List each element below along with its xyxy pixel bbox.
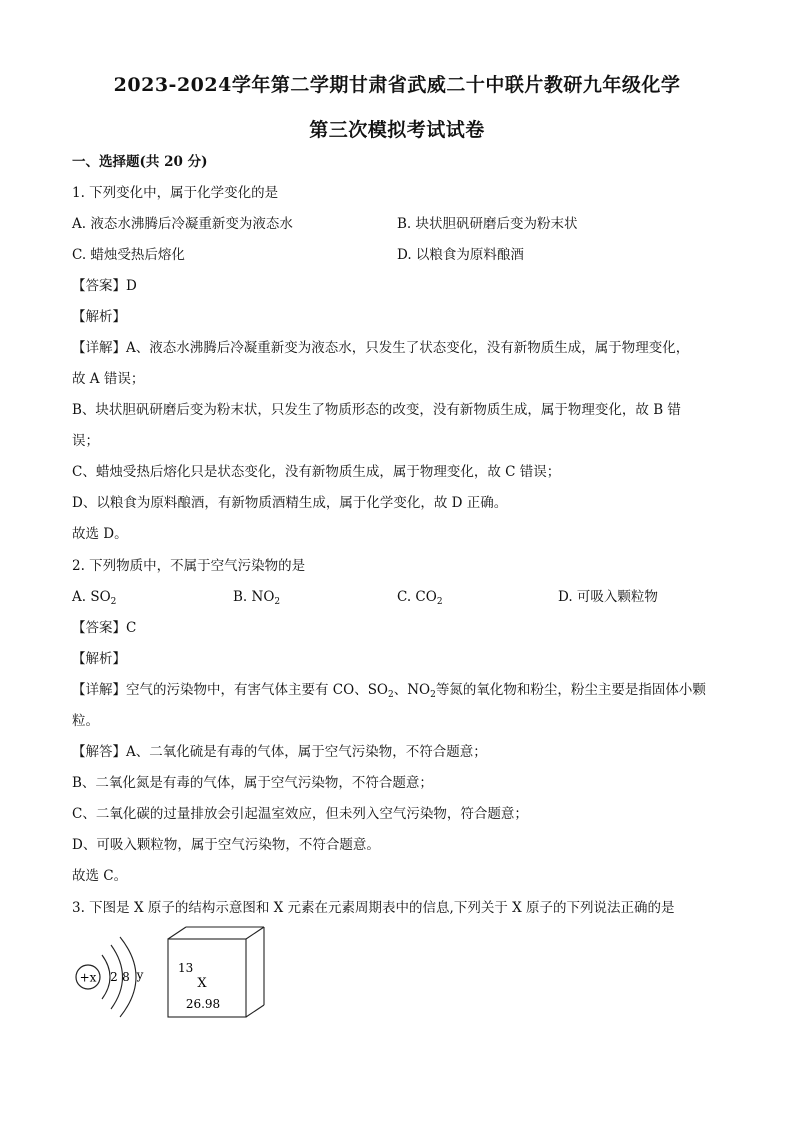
section-heading: 一、选择题(共 20 分) — [72, 154, 208, 170]
q2-solve-line: D、可吸入颗粒物，属于空气污染物，不符合题意。 — [72, 837, 380, 853]
q2-solve-line: C、二氧化碳的过量排放会引起温室效应，但未列入空气污染物，符合题意； — [72, 806, 528, 822]
q1-detail-line: 故 A 错误； — [72, 371, 145, 387]
shell-3-electrons: y — [136, 968, 144, 982]
shell-2-electrons: 8 — [122, 970, 130, 984]
page-title: 2023-2024学年第二学期甘肃省武威二十中联片教研九年级化学 — [113, 74, 681, 96]
q1-detail-line: C、蜡烛受热后熔化只是状态变化，没有新物质生成，属于物理变化，故 C 错误； — [72, 464, 561, 480]
q2-conclusion: 故选 C。 — [72, 868, 128, 884]
q3-figure — [72, 925, 292, 1035]
q1-detail-line: D、以粮食为原料酿酒，有新物质酒精生成，属于化学变化，故 D 正确。 — [72, 495, 508, 511]
q1-option-a: A. 液态水沸腾后冷凝重新变为液态水 — [72, 216, 293, 232]
q2-option-b: B. $NO_2$ — [233, 589, 281, 607]
shell-arc-1 — [102, 955, 110, 999]
atomic-number: 13 — [178, 961, 194, 975]
atomic-mass: 26.98 — [185, 997, 221, 1011]
q2-detail-line: 粒。 — [72, 713, 99, 729]
q1-option-c: C. 蜡烛受热后熔化 — [72, 247, 185, 263]
q1-answer: 【答案】D — [72, 278, 137, 294]
q2-stem: 2. 下列物质中，不属于空气污染物的是 — [72, 558, 306, 574]
periodic-table-cell — [168, 927, 264, 1017]
atom-structure-diagram — [72, 925, 292, 1035]
q1-option-b: B. 块状胆矾研磨后变为粉末状 — [397, 216, 578, 232]
element-symbol: X — [197, 976, 207, 991]
q2-solve-line: B、二氧化氮是有毒的气体，属于空气污染物，不符合题意； — [72, 775, 433, 791]
q2-analysis-label: 【解析】 — [72, 651, 126, 667]
q1-option-d: D. 以粮食为原料酿酒 — [397, 247, 524, 263]
shell-1-electrons: 2 — [110, 970, 118, 984]
q1-detail-line: 误； — [72, 433, 99, 449]
q1-analysis-label: 【解析】 — [72, 309, 126, 325]
q1-conclusion: 故选 D。 — [72, 526, 128, 542]
q2-option-d: D. 可吸入颗粒物 — [558, 589, 658, 605]
q2-option-c: C. $CO_2$ — [397, 589, 443, 607]
q2-detail-line: 【详解】空气的污染物中，有害气体主要有 CO、$SO_2$、$NO_2$等氮的氧化物和粉尘，粉尘主要是指固体小颗 — [72, 682, 706, 700]
q2-answer: 【答案】C — [72, 620, 137, 636]
nucleus-label: +x — [79, 970, 97, 985]
page-subtitle: 第三次模拟考试试卷 — [309, 119, 485, 141]
q1-detail-line: B、块状胆矾研磨后变为粉末状，只发生了物质形态的改变，没有新物质生成，属于物理变化，故 B 错 — [72, 402, 681, 418]
q3-stem: 3. 下图是 X 原子的结构示意图和 X 元素在元素周期表中的信息,下列关于 X 原子的下列说法正确的是 — [72, 900, 675, 916]
q2-solve-line: 【解答】A、二氧化硫是有毒的气体，属于空气污染物，不符合题意； — [72, 744, 487, 760]
q2-option-a: A. $SO_2$ — [72, 589, 117, 607]
q1-stem: 1. 下列变化中，属于化学变化的是 — [72, 185, 279, 201]
q1-detail-line: 【详解】A、液态水沸腾后冷凝重新变为液态水，只发生了状态变化，没有新物质生成，属于物理变化， — [72, 340, 690, 356]
